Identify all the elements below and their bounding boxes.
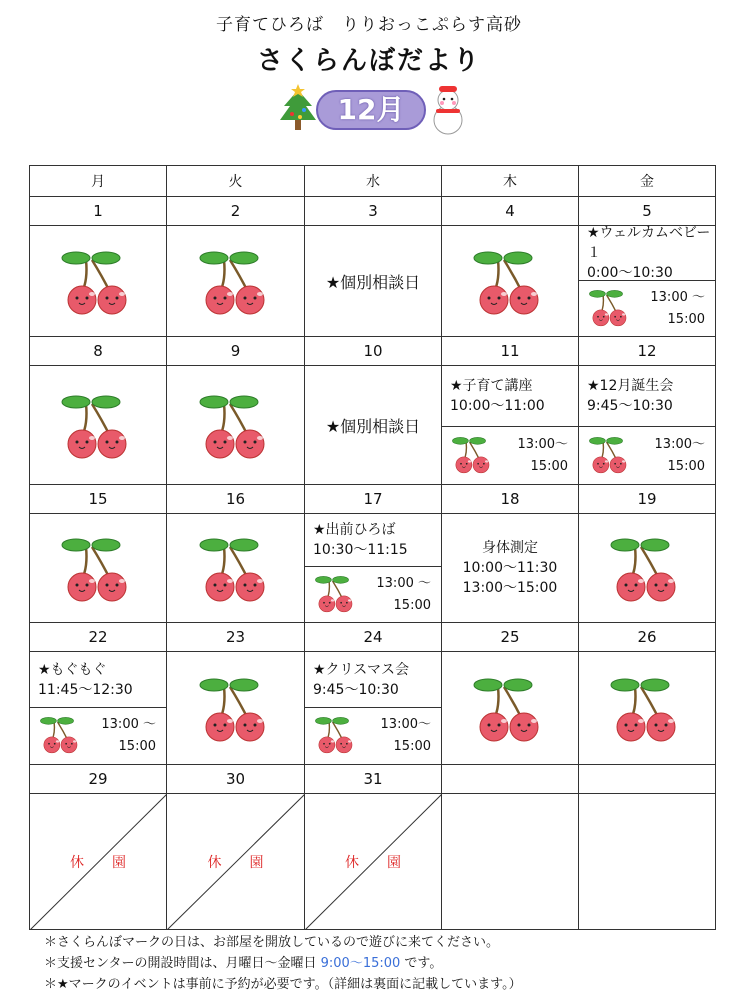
day-number: 11 [442, 337, 579, 366]
month-banner [278, 84, 478, 136]
event-time: 10:00～11:00 [450, 398, 545, 414]
closed-day-cell [305, 794, 442, 930]
cherry-day-cell [30, 514, 167, 623]
event-time: 10:30～11:15 [313, 542, 408, 558]
open-end: 15:00 [667, 311, 705, 327]
day-number: 4 [442, 197, 579, 226]
event-title: ★子育て講座 [450, 378, 533, 394]
event-cell [30, 652, 167, 765]
cherry-icon [38, 714, 84, 754]
cherry-icon [167, 673, 304, 743]
cherry-icon [30, 533, 166, 603]
weekday-thu: 木 [442, 166, 579, 197]
day-number: 1 [30, 197, 167, 226]
month-label: 12月 [316, 90, 426, 130]
note-line: ＊さくらんぼマークの日は、お部屋を開放しているので遊びに来てください。 [44, 935, 500, 950]
open-end: 15:00 [530, 458, 568, 474]
note-text: ＊支援センターの開設時間は、月曜日～金曜日 [44, 956, 321, 971]
day-number: 26 [579, 623, 716, 652]
open-end: 15:00 [393, 597, 431, 613]
open-start: 13:00 ～ [376, 575, 431, 591]
event-title: ★個別相談日 [325, 272, 421, 292]
cherry-icon [313, 573, 359, 613]
cherry-icon [607, 533, 687, 603]
cherry-icon [450, 434, 496, 474]
event-cell [305, 514, 442, 623]
snowman-icon [426, 84, 470, 136]
open-start: 13:00～ [380, 717, 431, 732]
event-cell [579, 226, 716, 337]
day-number [579, 765, 716, 794]
christmas-tree-icon [278, 84, 318, 134]
day-number: 2 [167, 197, 305, 226]
open-end: 15:00 [393, 739, 431, 754]
day-number: 16 [167, 485, 305, 514]
open-end: 15:00 [667, 458, 705, 474]
cherry-day-cell [167, 652, 305, 765]
day-number: 9 [167, 337, 305, 366]
day-number: 29 [30, 765, 167, 794]
day-number: 23 [167, 623, 305, 652]
calendar-table [29, 165, 716, 930]
cherry-icon [196, 673, 276, 743]
cherry-icon [579, 673, 715, 743]
event-time: 9:45～10:30 [313, 681, 399, 698]
event-time: 0:00～10:30 [587, 265, 673, 281]
day-number: 24 [305, 623, 442, 652]
cherry-icon [607, 673, 687, 743]
header-title: さくらんぼだより [256, 46, 481, 76]
event-title: ★12月誕生会 [587, 378, 674, 394]
cherry-icon [58, 390, 138, 460]
cherry-icon [58, 533, 138, 603]
note-text: です。 [400, 956, 443, 971]
day-number: 31 [305, 765, 442, 794]
cherry-day-cell [30, 366, 167, 485]
event-cell [305, 366, 442, 485]
notes [44, 932, 522, 995]
cherry-day-cell [579, 514, 716, 623]
event-title: ★もぐもぐ [38, 661, 107, 678]
cherry-icon [470, 246, 550, 316]
cherry-icon [450, 434, 496, 478]
day-number: 5 [579, 197, 716, 226]
cherry-icon [587, 287, 633, 331]
cherry-icon [313, 714, 359, 754]
weekday-wed: 水 [305, 166, 442, 197]
cherry-icon [196, 246, 276, 316]
cherry-day-cell [167, 226, 305, 337]
cherry-icon [167, 246, 304, 316]
day-number [442, 765, 579, 794]
day-number: 30 [167, 765, 305, 794]
cherry-icon [167, 533, 304, 603]
day-number: 19 [579, 485, 716, 514]
cherry-day-cell [579, 652, 716, 765]
cherry-icon [470, 673, 550, 743]
event-time: 10:00～11:30 [462, 560, 558, 576]
cherry-icon [587, 434, 633, 474]
cherry-icon [30, 246, 166, 316]
cherry-day-cell [167, 514, 305, 623]
note-line [44, 953, 522, 974]
day-number: 18 [442, 485, 579, 514]
event-title: ★出前ひろば [313, 522, 396, 538]
open-hours: 9:00～15:00 [320, 956, 401, 971]
cherry-icon [313, 573, 359, 617]
event-time: 13:00～15:00 [462, 580, 558, 596]
day-number: 17 [305, 485, 442, 514]
note-line: ＊★マークのイベントは事前に予約が必要です。（詳細は裏面に記載しています。） [44, 977, 522, 992]
cherry-day-cell [167, 366, 305, 485]
open-start: 13:00 ～ [650, 289, 705, 305]
cherry-icon [38, 714, 84, 758]
event-cell [579, 366, 716, 485]
closed-label: 休 園 [207, 854, 264, 871]
event-cell [442, 514, 579, 623]
open-start: 13:00～ [654, 436, 705, 452]
empty-cell [442, 794, 579, 930]
closed-day-cell [30, 794, 167, 930]
event-title: ★ウェルカムベビー１ [587, 225, 711, 261]
day-number: 8 [30, 337, 167, 366]
event-title: ★個別相談日 [325, 416, 421, 436]
cherry-day-cell [442, 652, 579, 765]
event-title: 身体測定 [482, 540, 538, 556]
event-time: 9:45～10:30 [587, 398, 673, 414]
cherry-icon [196, 390, 276, 460]
weekday-mon: 月 [30, 166, 167, 197]
event-cell [305, 652, 442, 765]
cherry-icon [30, 390, 166, 460]
empty-cell [579, 794, 716, 930]
event-cell [442, 366, 579, 485]
closed-label: 休 園 [345, 854, 401, 871]
day-number: 10 [305, 337, 442, 366]
day-number: 22 [30, 623, 167, 652]
closed-label: 休 園 [70, 854, 126, 871]
open-start: 13:00～ [517, 436, 568, 452]
cherry-icon [167, 390, 304, 460]
cherry-icon [196, 533, 276, 603]
day-number: 3 [305, 197, 442, 226]
day-number: 12 [579, 337, 716, 366]
weekday-fri: 金 [579, 166, 716, 197]
open-end: 15:00 [118, 739, 156, 754]
cherry-icon [579, 533, 715, 603]
cherry-icon [313, 714, 359, 758]
cherry-icon [442, 246, 578, 316]
day-number: 25 [442, 623, 579, 652]
event-time: 11:45～12:30 [38, 681, 133, 698]
weekday-tue: 火 [167, 166, 305, 197]
day-number: 15 [30, 485, 167, 514]
event-title: ★クリスマス会 [313, 661, 409, 678]
header-subtitle: 子育てひろば りりおっこぷらす高砂 [216, 15, 522, 35]
cherry-day-cell [442, 226, 579, 337]
open-start: 13:00 ～ [101, 717, 156, 732]
event-cell [305, 226, 442, 337]
cherry-day-cell [30, 226, 167, 337]
cherry-icon [587, 434, 633, 478]
cherry-icon [442, 673, 578, 743]
cherry-icon [58, 246, 138, 316]
cherry-icon [587, 287, 633, 327]
closed-day-cell [167, 794, 305, 930]
